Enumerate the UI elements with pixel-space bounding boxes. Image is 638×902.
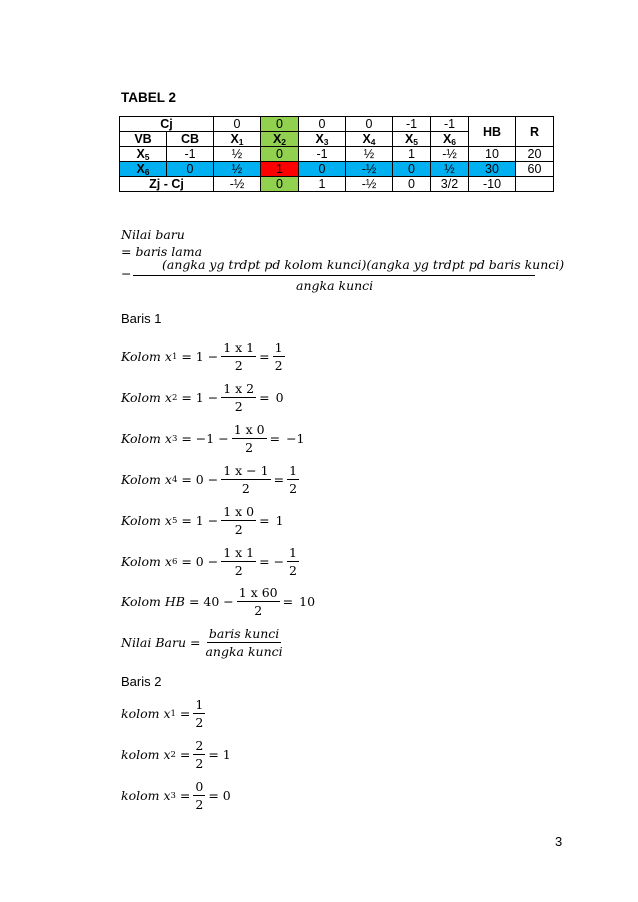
fraction-denominator: angka kunci bbox=[205, 644, 283, 659]
fraction-denominator: 2 bbox=[234, 358, 243, 373]
formula-line2: = baris lama bbox=[121, 244, 203, 259]
fraction bbox=[221, 463, 270, 496]
cj-value: 0 bbox=[299, 117, 346, 132]
x5-header: $X_5$ bbox=[393, 132, 431, 147]
baris2-equation: kolom x 2 = $\frac{2}{2}$ = 1 bbox=[121, 738, 231, 771]
cj-value: 0 bbox=[261, 117, 299, 132]
table-cell: 0 bbox=[299, 162, 346, 177]
fraction-denominator: 2 bbox=[254, 603, 263, 618]
fraction-numerator: 1 x 0 bbox=[223, 504, 255, 519]
table-cell: 1 bbox=[299, 177, 346, 192]
table-cell: 1 bbox=[393, 147, 431, 162]
equation-label: kolom x bbox=[121, 747, 171, 762]
formula-line1: Nilai baru bbox=[121, 227, 185, 242]
equation-result-operator: = bbox=[259, 513, 270, 528]
x4-header: $X_4$ bbox=[346, 132, 393, 147]
equation-operator: = bbox=[179, 706, 191, 721]
baris2-heading: Baris 2 bbox=[121, 674, 162, 689]
equation-operator: = bbox=[179, 747, 191, 762]
equation-result-operator: = bbox=[259, 349, 270, 364]
equation-result-operator: = − bbox=[259, 554, 285, 569]
table-cell: 0 bbox=[167, 162, 214, 177]
table-cell: -½ bbox=[214, 177, 261, 192]
fraction-denominator: 2 bbox=[274, 358, 283, 373]
baris1-equation: Kolom x 5 = 1 − $\frac{1 x 0}{2}$ = 1 bbox=[121, 504, 284, 537]
formula-fraction-bar bbox=[133, 275, 535, 276]
equation-label: Kolom HB bbox=[121, 594, 185, 609]
vb-cell: $X_5$ bbox=[120, 147, 167, 162]
table-cell: 0 bbox=[393, 162, 431, 177]
fraction-denominator: 2 bbox=[195, 756, 204, 771]
vb-header: VB bbox=[120, 132, 167, 147]
table-cell: 0 bbox=[261, 177, 299, 192]
baris1-equation: Kolom x 6 = 0 − $\frac{1 x 1}{2}$ = − $\frac{1}{2}$ bbox=[121, 545, 297, 578]
result-fraction bbox=[287, 545, 299, 578]
equation-label: Kolom x bbox=[121, 513, 172, 528]
fraction bbox=[221, 381, 256, 414]
equation-operator: = 1 − bbox=[181, 513, 219, 528]
cj-label: Cj bbox=[120, 117, 214, 132]
table-cell: 0 bbox=[393, 177, 431, 192]
equation-label: Kolom x bbox=[121, 472, 172, 487]
fraction-numerator: 1 x 1 bbox=[223, 340, 255, 355]
equation-label: kolom x bbox=[121, 706, 171, 721]
table-cell bbox=[516, 177, 554, 192]
fraction-numerator: 1 x 2 bbox=[223, 381, 255, 396]
result-fraction bbox=[273, 340, 285, 373]
equation-label: kolom x bbox=[121, 788, 171, 803]
table-row-zj bbox=[120, 177, 554, 192]
r-header: R bbox=[516, 117, 554, 147]
equation-result: = 0 bbox=[208, 788, 231, 803]
fraction bbox=[237, 585, 280, 618]
fraction-numerator: 1 x 0 bbox=[233, 422, 265, 437]
fraction-numerator: 1 bbox=[289, 545, 297, 560]
table-cell: ½ bbox=[346, 147, 393, 162]
x6-header: $X_6$ bbox=[431, 132, 469, 147]
fraction bbox=[203, 626, 284, 659]
nilai-baru-label: Nilai Baru = bbox=[121, 635, 201, 650]
cj-value: -1 bbox=[431, 117, 469, 132]
fraction bbox=[221, 545, 256, 578]
baris1-equation: Kolom x 4 = 0 − $\frac{1 x - 1}{2}$ = $\frac{1}{2}$ bbox=[121, 463, 298, 496]
x3-header: $X_3$ bbox=[299, 132, 346, 147]
equation-result: −1 bbox=[286, 431, 305, 446]
table-cell: 10 bbox=[469, 147, 516, 162]
table-cell: 30 bbox=[469, 162, 516, 177]
equation-operator: = 0 − bbox=[181, 472, 219, 487]
baris1-equation: Kolom x 3 = −1 − $\frac{1 x 0}{2}$ = −1 bbox=[121, 422, 305, 455]
equation-label: Kolom x bbox=[121, 390, 172, 405]
fraction-numerator: 0 bbox=[195, 779, 204, 794]
fraction-denominator: 2 bbox=[234, 563, 243, 578]
zj-label: Zj - Cj bbox=[120, 177, 214, 192]
fraction-denominator: 2 bbox=[241, 481, 250, 496]
table-row-x5 bbox=[120, 147, 554, 162]
formula-numerator: (angka yg trdpt pd kolom kunci)(angka yg trdpt pd baris kunci) bbox=[162, 257, 565, 272]
fraction-numerator: 2 bbox=[195, 738, 204, 753]
fraction-denominator: 2 bbox=[234, 522, 243, 537]
hb-header: HB bbox=[469, 117, 516, 147]
equation-label: Kolom x bbox=[121, 349, 172, 364]
equation-operator: = −1 − bbox=[181, 431, 229, 446]
fraction-numerator: 1 x 1 bbox=[223, 545, 255, 560]
fraction-denominator: 2 bbox=[245, 440, 254, 455]
fraction-numerator: 1 x − 1 bbox=[223, 463, 269, 478]
table-cell: -1 bbox=[299, 147, 346, 162]
baris2-equation: kolom x 3 = $\frac{0}{2}$ = 0 bbox=[121, 779, 231, 812]
equation-result-operator: = bbox=[269, 431, 281, 446]
fraction bbox=[193, 738, 205, 771]
equation-operator: = 1 − bbox=[181, 390, 219, 405]
equation-operator: = 0 − bbox=[181, 554, 219, 569]
fraction-denominator: 2 bbox=[195, 797, 204, 812]
fraction-denominator: 2 bbox=[195, 715, 204, 730]
table-cell: -½ bbox=[431, 147, 469, 162]
table-title: TABEL 2 bbox=[121, 90, 177, 105]
table-cell: -½ bbox=[346, 162, 393, 177]
table-cell: ½ bbox=[214, 162, 261, 177]
fraction-numerator: 1 bbox=[274, 340, 283, 355]
fraction bbox=[193, 779, 205, 812]
table-cell: 0 bbox=[261, 147, 299, 162]
fraction bbox=[221, 340, 256, 373]
cj-value: 0 bbox=[214, 117, 261, 132]
cj-value: 0 bbox=[346, 117, 393, 132]
fraction bbox=[193, 697, 205, 730]
table-cell: -½ bbox=[346, 177, 393, 192]
fraction-numerator: baris kunci bbox=[208, 626, 280, 641]
fraction-denominator: 2 bbox=[289, 563, 297, 578]
simplex-table-2 bbox=[119, 116, 554, 192]
cb-header: CB bbox=[167, 132, 214, 147]
table-cell: 20 bbox=[516, 147, 554, 162]
equation-label: Kolom x bbox=[121, 554, 172, 569]
equation-result: 1 bbox=[275, 513, 284, 528]
fraction-numerator: 1 x 60 bbox=[238, 585, 278, 600]
baris1-equation: Kolom x 2 = 1 − $\frac{1 x 2}{2}$ = 0 bbox=[121, 381, 284, 414]
equation-operator: = 1 − bbox=[181, 349, 219, 364]
x2-header: $X_2$ bbox=[261, 132, 299, 147]
fraction-denominator: 2 bbox=[289, 481, 298, 496]
table-cell: -10 bbox=[469, 177, 516, 192]
formula-denominator: angka kunci bbox=[296, 278, 374, 293]
table-row-x6 bbox=[120, 162, 554, 177]
table-cell: ½ bbox=[214, 147, 261, 162]
table-row-cj bbox=[120, 117, 554, 132]
equation-result-operator: = bbox=[282, 594, 294, 609]
fraction bbox=[221, 504, 256, 537]
equation-label: Kolom x bbox=[121, 431, 172, 446]
vb-cell: $X_6$ bbox=[120, 162, 167, 177]
table-cell: 3/2 bbox=[431, 177, 469, 192]
equation-operator: = 40 − bbox=[188, 594, 234, 609]
equation-result: 0 bbox=[275, 390, 284, 405]
result-fraction bbox=[287, 463, 299, 496]
fraction-numerator: 1 bbox=[289, 463, 298, 478]
baris1-equation bbox=[121, 585, 315, 618]
equation-operator: = bbox=[179, 788, 191, 803]
equation-result-operator: = bbox=[259, 390, 270, 405]
key-element-cell: 1 bbox=[261, 162, 299, 177]
page-number: 3 bbox=[555, 834, 563, 849]
fraction-numerator: 1 bbox=[195, 697, 204, 712]
fraction-denominator: 2 bbox=[234, 399, 243, 414]
cj-value: -1 bbox=[393, 117, 431, 132]
nilai-baru-equation bbox=[121, 626, 288, 659]
table-cell: -1 bbox=[167, 147, 214, 162]
x1-header: $X_1$ bbox=[214, 132, 261, 147]
equation-result: 10 bbox=[299, 594, 316, 609]
table-cell: 60 bbox=[516, 162, 554, 177]
equation-result-operator: = bbox=[273, 472, 285, 487]
baris1-heading: Baris 1 bbox=[121, 311, 162, 326]
formula-minus: − bbox=[121, 266, 132, 281]
equation-result: = 1 bbox=[208, 747, 231, 762]
fraction bbox=[232, 422, 267, 455]
table-cell: ½ bbox=[431, 162, 469, 177]
baris2-equation: kolom x 1 = $\frac{1}{2}$ bbox=[121, 697, 204, 730]
baris1-equation: Kolom x 1 = 1 − $\frac{1 x 1}{2}$ = $\frac{1}{2}$ bbox=[121, 340, 283, 373]
